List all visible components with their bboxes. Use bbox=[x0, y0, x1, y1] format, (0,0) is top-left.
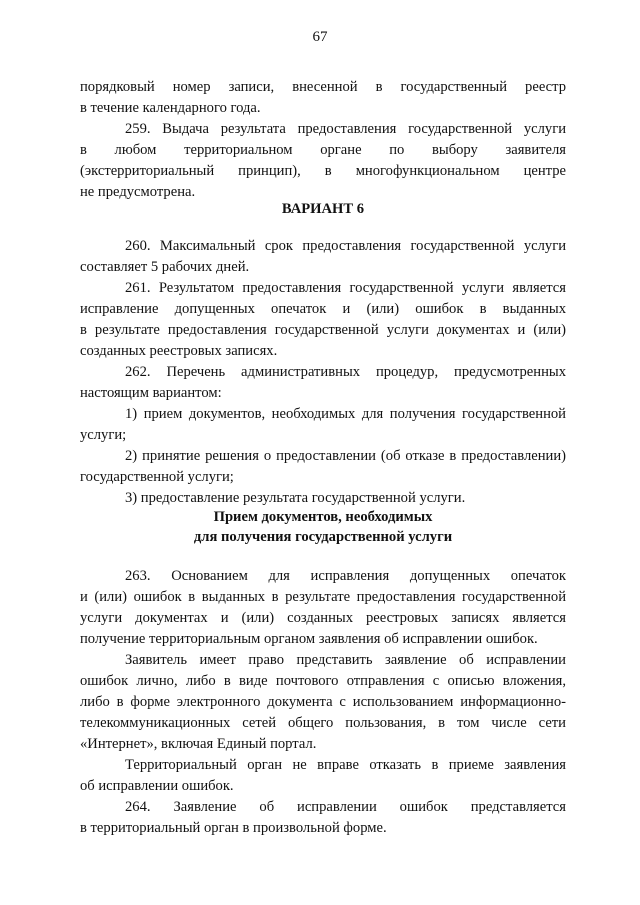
text-line: настоящим вариантом: bbox=[80, 385, 222, 401]
text-line: получение территориальным органом заявления об исправлении ошибок. bbox=[80, 631, 538, 647]
text-line: 260. Максимальный срок предоставления государственной услуги bbox=[125, 238, 566, 254]
text-line: 264. Заявление об исправлении ошибок представляется bbox=[125, 799, 566, 815]
text-line: услуги документах и (или) созданных реестровых записях является bbox=[80, 610, 566, 626]
text-line: порядковый номер записи, внесенной в государственный реестр bbox=[80, 79, 566, 95]
subsection-heading: Прием документов, необходимых bbox=[213, 509, 433, 525]
text-line: 262. Перечень административных процедур, предусмотренных bbox=[125, 364, 566, 380]
text-line: 3) предоставление результата государственной услуги. bbox=[125, 490, 466, 506]
text-line: Территориальный орган не вправе отказать в приеме заявления bbox=[125, 757, 566, 773]
text-line: услуги; bbox=[80, 427, 127, 443]
text-line: об исправлении ошибок. bbox=[80, 778, 234, 794]
text-line: исправление допущенных опечаток и (или) ошибок в выданных bbox=[80, 301, 566, 317]
text-line: 259. Выдача результата предоставления государственной услуги bbox=[125, 121, 566, 137]
text-line: созданных реестровых записях. bbox=[80, 343, 278, 359]
text-line: Заявитель имеет право представить заявление об исправлении bbox=[125, 652, 566, 668]
text-line: в результате предоставления государственной услуги документах и (или) bbox=[80, 322, 566, 338]
text-line: (экстерриториальный принцип), в многофункциональном центре bbox=[80, 163, 566, 179]
text-line: государственной услуги; bbox=[80, 469, 234, 485]
text-line: и (или) ошибок в выданных в результате предоставления государственной bbox=[80, 589, 566, 605]
text-line: 2) принятие решения о предоставлении (об отказе в предоставлении) bbox=[125, 448, 566, 464]
text-line: либо в форме электронного документа с использованием информационно- bbox=[80, 694, 566, 710]
page-number: 67 bbox=[312, 29, 328, 45]
text-line: 263. Основанием для исправления допущенных опечаток bbox=[125, 568, 566, 584]
text-line: 1) прием документов, необходимых для получения государственной bbox=[125, 406, 566, 422]
text-line: не предусмотрена. bbox=[80, 184, 196, 200]
text-line: составляет 5 рабочих дней. bbox=[80, 259, 250, 275]
text-line: ошибок лично, либо в виде почтового отправления с описью вложения, bbox=[80, 673, 566, 689]
text-line: 261. Результатом предоставления государственной услуги является bbox=[125, 280, 566, 296]
text-line: телекоммуникационных сетей общего пользования, в том числе сети bbox=[80, 715, 566, 731]
subsection-heading: для получения государственной услуги bbox=[193, 529, 453, 545]
text-line: в территориальный орган в произвольной форме. bbox=[80, 820, 387, 836]
text-line: «Интернет», включая Единый портал. bbox=[80, 736, 317, 752]
text-line: в течение календарного года. bbox=[80, 100, 261, 116]
text-line: в любом территориальном органе по выбору заявителя bbox=[80, 142, 566, 158]
section-heading: ВАРИАНТ 6 bbox=[281, 201, 365, 217]
